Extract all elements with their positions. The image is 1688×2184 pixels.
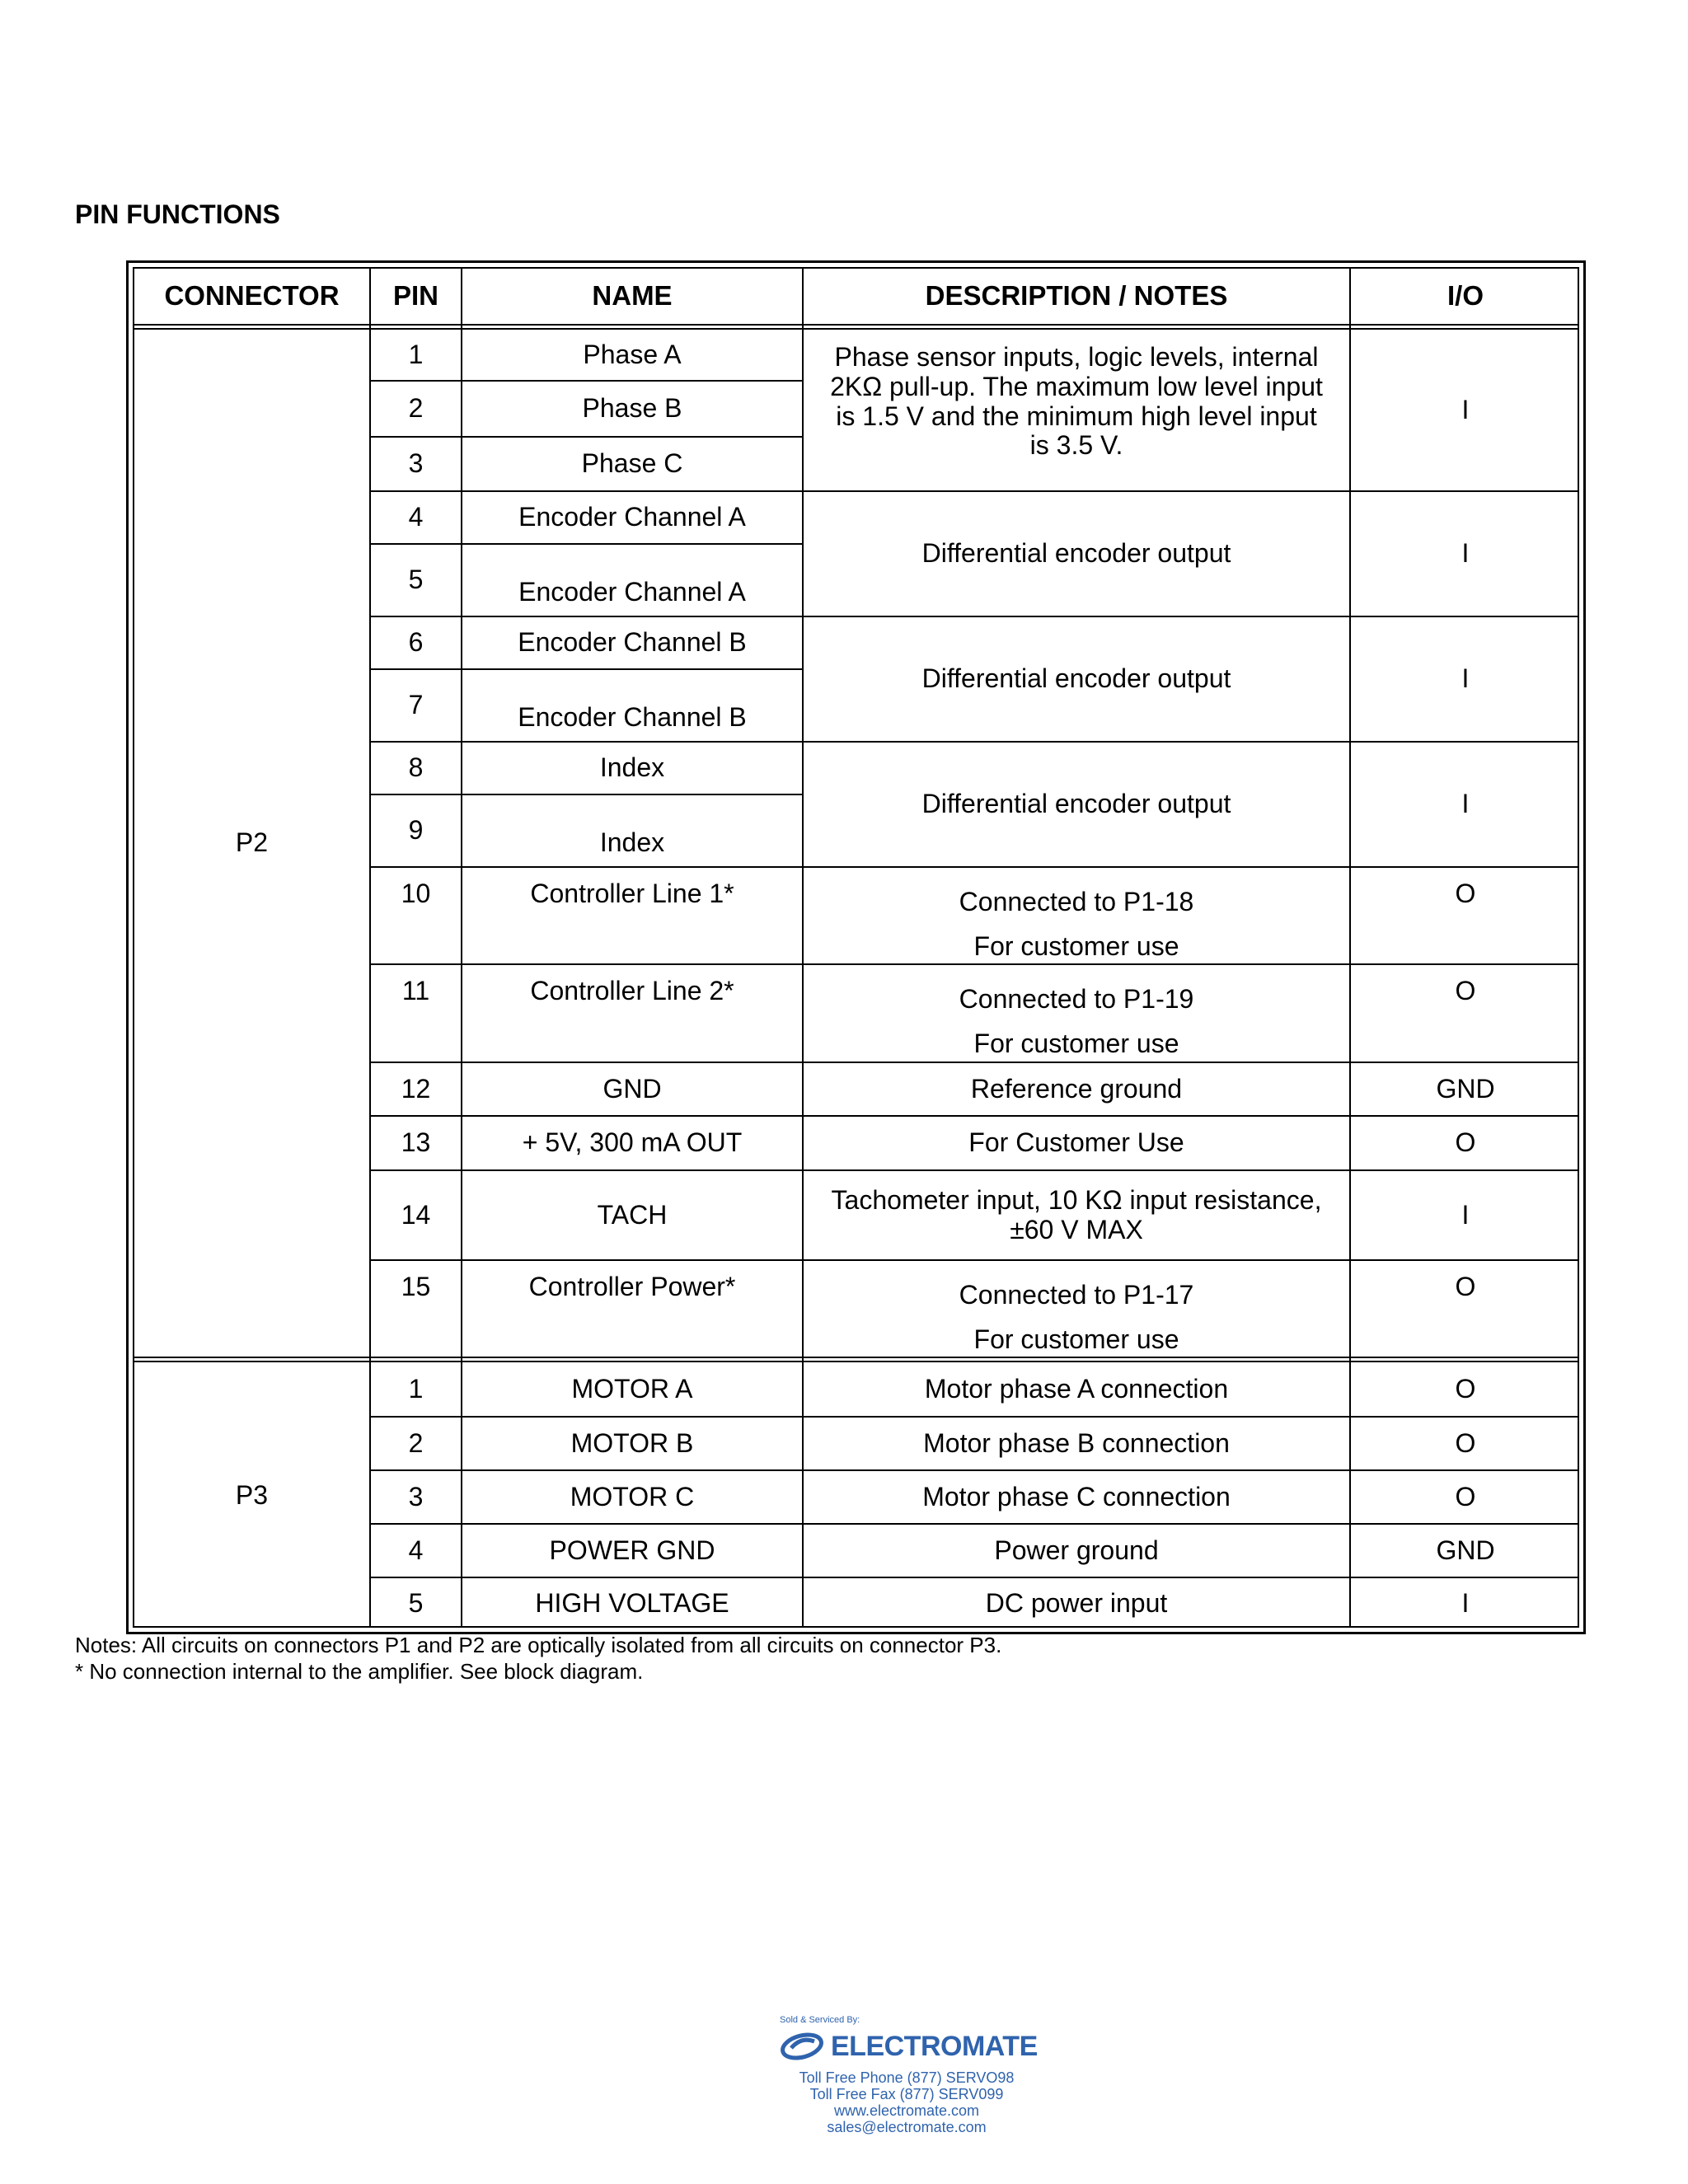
pin-cell: 5 — [408, 1588, 424, 1619]
header-divider — [134, 324, 1578, 330]
name-cell: Phase B — [582, 393, 682, 424]
name-cell: Encoder Channel B — [518, 627, 747, 658]
description-line: Connected to P1-19 — [959, 984, 1194, 1014]
description-line: For customer use — [973, 1324, 1179, 1354]
notes — [75, 1632, 1001, 1685]
description-cell: DC power input — [985, 1588, 1168, 1619]
description-cell — [804, 965, 1349, 1062]
description-cell: For Customer Use — [968, 1127, 1184, 1158]
pin-functions-table — [126, 260, 1586, 1634]
name-cell: MOTOR C — [570, 1481, 695, 1511]
electromate-swoosh-icon — [780, 2030, 824, 2063]
name-cell: Encoder Channel A — [518, 502, 746, 532]
connector-p2: P2 — [235, 827, 269, 858]
name-cell: HIGH VOLTAGE — [535, 1588, 729, 1619]
note-no-connection: * No connection internal to the amplifier. See block diagram. — [75, 1659, 644, 1684]
pin-cell: 2 — [408, 393, 424, 424]
pin-cell: 11 — [401, 976, 430, 1005]
description-cell — [804, 868, 1349, 963]
contact-info — [742, 2069, 1071, 2135]
header-pin: PIN — [392, 280, 438, 312]
description-cell: Differential encoder output — [921, 663, 1231, 694]
pin-cell: 15 — [401, 1272, 431, 1301]
fax: Toll Free Fax (877) SERV099 — [809, 2086, 1004, 2102]
pin-cell: 14 — [401, 1199, 431, 1230]
pin-cell: 7 — [408, 690, 424, 720]
description-cell — [804, 1261, 1349, 1357]
name-cell: GND — [603, 1073, 662, 1104]
description-cell: Motor phase B connection — [923, 1427, 1230, 1458]
pin-cell: 12 — [401, 1073, 431, 1104]
pin-cell: 5 — [408, 565, 424, 595]
name-cell: Encoder Channel A — [518, 577, 746, 607]
name-cell: Index — [599, 827, 665, 858]
io-cell: GND — [1436, 1535, 1495, 1565]
pin-cell: 9 — [408, 815, 424, 846]
io-cell: O — [1455, 1127, 1476, 1158]
description-cell: Phase sensor inputs, logic levels, internal 2KΩ pull-up. The maximum low level input is 1.5 V and the minimum high level input is 3.5 V. — [830, 341, 1323, 461]
header-description: DESCRIPTION / NOTES — [925, 280, 1228, 312]
description-line: Connected to P1-17 — [959, 1280, 1194, 1310]
header-io: I/O — [1447, 280, 1484, 312]
website-link[interactable]: www.electromate.com — [833, 2102, 980, 2119]
pin-cell: 8 — [408, 752, 424, 783]
description-cell: Tachometer input, 10 KΩ input resistance, ±60 V MAX — [831, 1184, 1322, 1244]
io-cell: O — [1455, 976, 1476, 1005]
electromate-logo — [780, 2030, 1038, 2063]
pin-cell: 2 — [408, 1427, 424, 1458]
name-cell: MOTOR B — [570, 1427, 694, 1458]
header-name: NAME — [592, 280, 673, 312]
name-cell: + 5V, 300 mA OUT — [522, 1127, 743, 1158]
sold-by-label: Sold & Serviced By: — [780, 2015, 860, 2025]
description-cell: Differential encoder output — [921, 789, 1231, 819]
pin-cell: 4 — [408, 1535, 424, 1565]
connector-divider — [134, 1357, 1578, 1362]
io-cell: O — [1455, 1481, 1476, 1511]
pin-cell: 3 — [408, 1481, 424, 1511]
description-cell: Motor phase C connection — [922, 1481, 1231, 1511]
io-cell: I — [1461, 789, 1470, 819]
io-cell: O — [1455, 1373, 1476, 1404]
description-line: For customer use — [973, 1029, 1179, 1058]
connector-p3: P3 — [235, 1480, 269, 1511]
io-cell: I — [1461, 394, 1470, 424]
phone: Toll Free Phone (877) SERVO98 — [799, 2069, 1015, 2086]
name-cell: Phase C — [581, 448, 683, 479]
io-cell: I — [1461, 663, 1470, 694]
table-inner-border — [133, 267, 1579, 1628]
io-cell: O — [1455, 1427, 1476, 1458]
name-cell: Encoder Channel B — [518, 702, 747, 733]
description-line: For customer use — [973, 931, 1179, 961]
pin-cell: 10 — [401, 879, 431, 908]
io-cell: I — [1461, 1199, 1470, 1230]
name-cell: Controller Line 2* — [530, 976, 734, 1005]
description-cell: Motor phase A connection — [924, 1373, 1229, 1404]
pin-cell: 4 — [408, 502, 424, 532]
io-cell: O — [1455, 879, 1476, 908]
note-isolation: Notes: All circuits on connectors P1 and P2 are optically isolated from all circuits on connector P3. — [75, 1633, 1002, 1657]
company-name: ELECTROMATE — [831, 2030, 1038, 2062]
name-cell: Controller Line 1* — [530, 879, 734, 908]
pin-cell: 1 — [408, 1373, 424, 1404]
io-cell: GND — [1436, 1073, 1495, 1104]
io-cell: I — [1461, 538, 1470, 569]
description-line: Connected to P1-18 — [959, 887, 1194, 916]
page-title: PIN FUNCTIONS — [75, 199, 280, 229]
description-cell: Reference ground — [970, 1073, 1183, 1104]
name-cell: POWER GND — [549, 1535, 715, 1565]
description-cell: Differential encoder output — [921, 538, 1231, 569]
description-cell: Power ground — [994, 1535, 1159, 1565]
name-cell: TACH — [597, 1199, 668, 1230]
pin-cell: 6 — [408, 627, 424, 658]
name-cell: MOTOR A — [571, 1373, 693, 1404]
name-cell: Controller Power* — [528, 1272, 736, 1301]
header-connector: CONNECTOR — [164, 280, 340, 312]
name-cell: Index — [599, 752, 665, 783]
pin-cell: 1 — [408, 339, 424, 369]
pin-cell: 3 — [408, 448, 424, 479]
io-cell: O — [1455, 1272, 1476, 1301]
name-cell: Phase A — [583, 339, 682, 369]
email-link[interactable]: sales@electromate.com — [827, 2119, 987, 2135]
pin-cell: 13 — [401, 1127, 431, 1158]
io-cell: I — [1461, 1588, 1470, 1619]
